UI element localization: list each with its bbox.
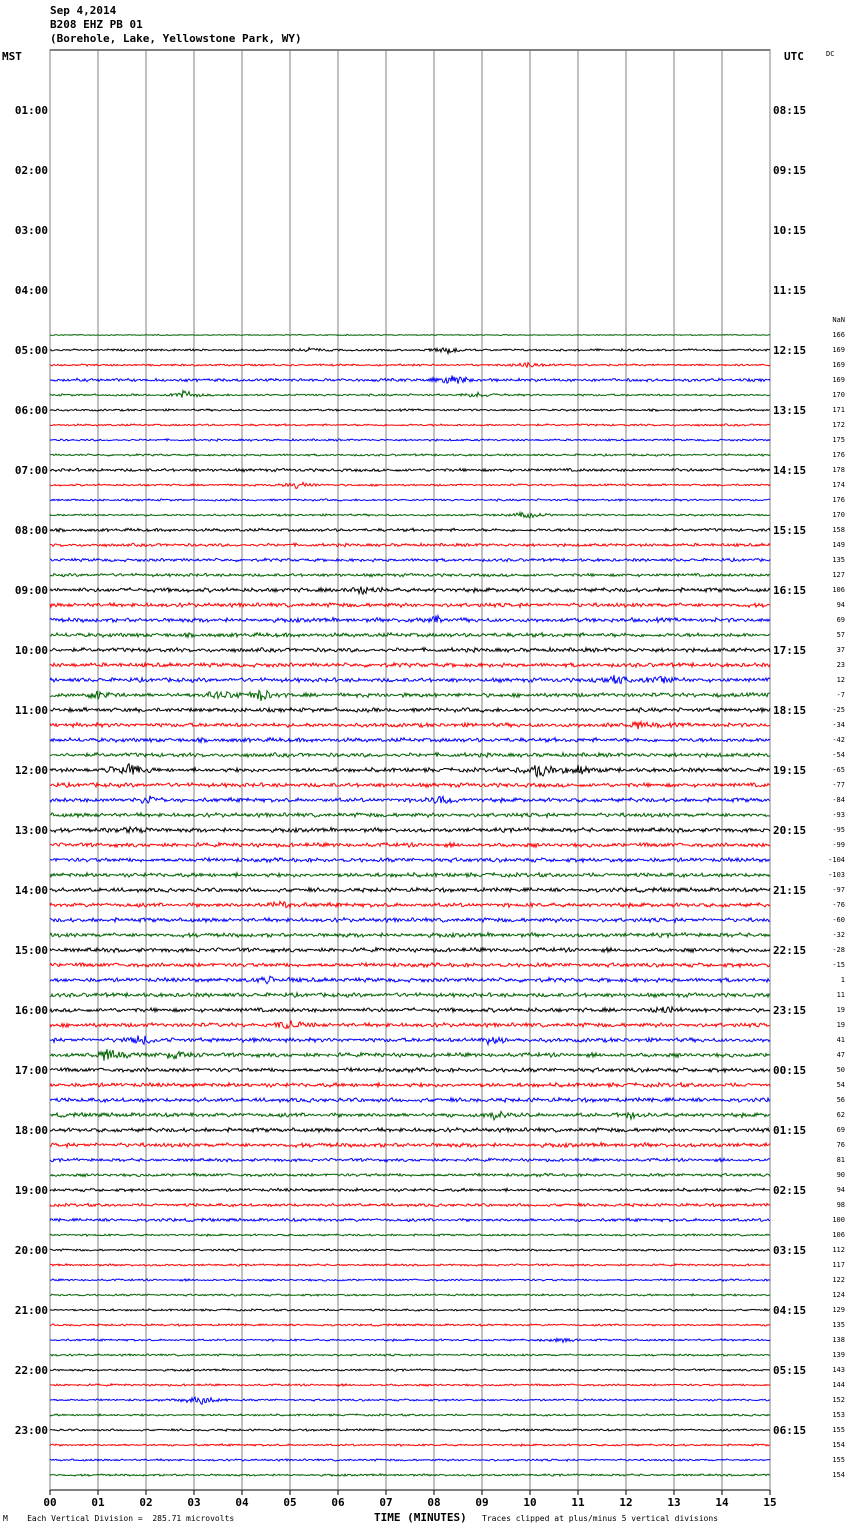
left-hour-label: 12:00 [14,764,48,777]
seismic-trace [50,1444,770,1446]
right-hour-label: 05:15 [773,1364,807,1377]
seismic-trace [50,648,770,653]
right-hour-label: 00:15 [773,1064,807,1077]
seismic-trace [50,363,770,368]
dc-offset-value: -25 [832,706,845,714]
dc-offset-value: 149 [832,541,845,549]
left-hour-label: 14:00 [14,884,48,897]
dc-offset-value: -93 [832,811,845,819]
seismic-trace [50,963,770,967]
axis-labels [15,104,845,1509]
dc-offset-value: -34 [832,721,845,729]
seismic-trace [50,1068,770,1072]
dc-offset-value: 152 [832,1396,845,1404]
dc-offset-value: 175 [832,436,845,444]
seismic-trace [50,1294,770,1296]
seismic-trace [50,528,770,531]
seismic-trace [50,843,770,848]
dc-offset-value: 98 [836,1201,845,1209]
seismic-trace [50,738,770,743]
seismic-trace [50,708,770,712]
left-hour-label: 11:00 [14,704,48,717]
left-hour-label: 18:00 [14,1124,48,1137]
dc-offset-value: 117 [832,1261,845,1269]
seismic-trace [50,796,770,804]
dc-offset-value: 143 [832,1366,845,1374]
right-hour-label: 22:15 [773,944,807,957]
dc-offset-value: 90 [836,1171,845,1179]
dc-offset-value: 41 [836,1036,845,1044]
seismic-trace [50,439,770,441]
seismic-trace [50,1143,770,1148]
left-hour-label: 09:00 [14,584,48,597]
left-hour-label: 04:00 [14,284,48,297]
dc-offset-value: 135 [832,556,845,564]
seismic-trace [50,1339,770,1343]
dc-offset-value: 178 [832,466,845,474]
x-axis-title: TIME (MINUTES) [374,1511,467,1524]
x-tick-label: 01 [91,1496,105,1509]
seismic-trace [50,1036,770,1045]
seismic-trace [50,901,770,907]
seismic-trace [50,482,770,488]
dc-offset-value: 57 [836,631,845,639]
dc-offset-value: -95 [832,826,845,834]
seismic-trace [50,1158,770,1161]
seismic-trace [50,499,770,501]
chart-date: Sep 4,2014 [50,4,117,17]
dc-offset-value: -54 [832,751,845,759]
x-tick-label: 02 [139,1496,153,1509]
dc-offset-value: -103 [828,871,845,879]
x-tick-label: 14 [715,1496,729,1509]
seismic-trace [50,348,770,354]
corner-mark: M [3,1514,8,1523]
seismic-trace [50,1083,770,1087]
left-hour-label: 01:00 [14,104,48,117]
dc-offset-value: 23 [836,661,845,669]
dc-offset-value: 158 [832,526,845,534]
seismic-trace [50,1429,770,1431]
seismic-trace [50,1203,770,1206]
seismic-trace [50,391,770,398]
seismic-trace [50,409,770,411]
seismic-trace [50,663,770,667]
vertical-division-text: Each Vertical Division = 285.71 microvolts [27,1514,235,1523]
seismic-trace [50,1188,770,1191]
seismic-trace [50,1218,770,1221]
seismic-trace [50,722,770,730]
dc-offset-value: 54 [836,1081,845,1089]
right-hour-label: 10:15 [773,224,807,237]
seismic-trace [50,827,770,833]
dc-offset-value: -104 [828,856,845,864]
right-hour-label: 11:15 [773,284,807,297]
dc-offset-value: -42 [832,736,845,744]
seismic-trace [50,1414,770,1416]
dc-offset-value: 176 [832,451,845,459]
left-hour-label: 22:00 [14,1364,48,1377]
seismic-trace [50,424,770,426]
right-hour-label: 01:15 [773,1124,807,1137]
dc-offset-value: 56 [836,1096,845,1104]
x-tick-label: 03 [187,1496,201,1509]
left-hour-label: 20:00 [14,1244,48,1257]
seismic-trace [50,468,770,471]
dc-offset-value: 135 [832,1321,845,1329]
left-hour-label: 08:00 [14,524,48,537]
x-tick-label: 04 [235,1496,249,1509]
seismic-trace [50,783,770,788]
right-hour-label: 13:15 [773,404,807,417]
x-tick-label: 13 [667,1496,681,1509]
seismic-trace [50,933,770,938]
left-hour-label: 16:00 [14,1004,48,1017]
right-hour-label: 06:15 [773,1424,807,1437]
dc-offset-value: 169 [832,361,845,369]
dc-offset-value: 139 [832,1351,845,1359]
dc-offset-value: 76 [836,1141,845,1149]
seismic-trace [50,1264,770,1266]
right-hour-label: 15:15 [773,524,807,537]
right-hour-label: 16:15 [773,584,807,597]
seismic-trace [50,1324,770,1326]
left-hour-label: 10:00 [14,644,48,657]
left-hour-label: 21:00 [14,1304,48,1317]
dc-nan-label: NaN [832,316,845,324]
dc-offset-value: 122 [832,1276,845,1284]
plot-grid [50,50,770,1495]
x-tick-label: 06 [331,1496,345,1509]
right-hour-label: 14:15 [773,464,807,477]
seismic-trace [50,587,770,595]
seismic-trace [50,1098,770,1102]
seismic-trace [50,691,770,701]
dc-offset-value: 12 [836,676,845,684]
seismic-trace [50,543,770,547]
dc-offset-value: 172 [832,421,845,429]
seismic-trace [50,376,770,384]
left-hour-label: 19:00 [14,1184,48,1197]
seismic-trace [50,1021,770,1029]
right-hour-label: 21:15 [773,884,807,897]
right-timezone-label: UTC [784,50,804,63]
dc-offset-value: 81 [836,1156,845,1164]
seismic-trace [50,948,770,953]
left-hour-label: 05:00 [14,344,48,357]
right-hour-label: 12:15 [773,344,807,357]
seismic-trace [50,993,770,998]
dc-offset-value: 166 [832,331,845,339]
seismic-trace [50,1309,770,1311]
seismic-trace [50,513,770,519]
scale-note [3,1514,234,1523]
right-hour-label: 20:15 [773,824,807,837]
dc-offset-value: 154 [832,1471,845,1479]
station-location: (Borehole, Lake, Yellowstone Park, WY) [50,32,302,45]
seismic-trace [50,1173,770,1176]
dc-offset-value: -99 [832,841,845,849]
dc-offset-value: 154 [832,1441,845,1449]
x-tick-label: 05 [283,1496,297,1509]
dc-offset-value: 106 [832,586,845,594]
station-code: B208 EHZ PB 01 [50,18,143,31]
dc-offset-value: -60 [832,916,845,924]
right-hour-label: 08:15 [773,104,807,117]
dc-offset-value: -77 [832,781,845,789]
dc-offset-value: -65 [832,766,845,774]
dc-offset-value: 129 [832,1306,845,1314]
x-tick-label: 11 [571,1496,585,1509]
right-hour-label: 23:15 [773,1004,807,1017]
dc-offset-value: 94 [836,1186,845,1194]
seismic-trace [50,1384,770,1386]
seismic-trace [50,334,770,335]
dc-offset-value: 11 [836,991,845,999]
seismic-trace [50,1369,770,1371]
dc-offset-value: 155 [832,1426,845,1434]
seismic-trace [50,1112,770,1120]
right-hour-label: 02:15 [773,1184,807,1197]
left-hour-label: 17:00 [14,1064,48,1077]
right-hour-label: 18:15 [773,704,807,717]
dc-offset-value: 50 [836,1066,845,1074]
dc-offset-value: 170 [832,511,845,519]
left-timezone-label: MST [2,50,22,63]
seismic-trace [50,764,770,777]
dc-offset-value: -84 [832,796,845,804]
seismic-trace [50,858,770,862]
right-hour-label: 09:15 [773,164,807,177]
x-tick-label: 15 [763,1496,777,1509]
seismic-trace [50,603,770,608]
seismic-trace [50,753,770,758]
right-hour-label: 17:15 [773,644,807,657]
seismic-trace [50,1234,770,1236]
dc-offset-value: 62 [836,1111,845,1119]
dc-offset-value: 144 [832,1381,845,1389]
dc-offset-value: 69 [836,616,845,624]
dc-offset-value: 127 [832,571,845,579]
dc-offset-value: 171 [832,406,845,414]
seismic-traces [50,334,770,1476]
dc-offset-value: 124 [832,1291,845,1299]
seismic-trace [50,888,770,893]
left-hour-label: 13:00 [14,824,48,837]
dc-offset-value: 112 [832,1246,845,1254]
dc-offset-value: -76 [832,901,845,909]
x-tick-label: 00 [43,1496,57,1509]
dc-offset-value: 169 [832,376,845,384]
right-hour-label: 19:15 [773,764,807,777]
seismic-trace [50,1049,770,1061]
dc-offset-value: 37 [836,646,845,654]
seismic-trace [50,633,770,638]
left-hour-label: 03:00 [14,224,48,237]
seismic-trace [50,573,770,576]
seismic-trace [50,1397,770,1404]
dc-offset-value: 138 [832,1336,845,1344]
seismic-trace [50,616,770,623]
dc-offset-value: 69 [836,1126,845,1134]
right-hour-label: 03:15 [773,1244,807,1257]
dc-offset-value: 176 [832,496,845,504]
seismic-trace [50,1128,770,1133]
seismic-trace [50,454,770,456]
dc-offset-value: 94 [836,601,845,609]
dc-offset-value: 170 [832,391,845,399]
clip-note: Traces clipped at plus/minus 5 vertical divisions [482,1514,719,1523]
seismic-trace [50,1354,770,1356]
x-tick-label: 12 [619,1496,633,1509]
x-tick-label: 07 [379,1496,393,1509]
x-tick-label: 10 [523,1496,537,1509]
dc-offset-value: -15 [832,961,845,969]
x-tick-label: 09 [475,1496,489,1509]
dc-offset-header: DC [826,50,835,58]
dc-offset-value: 169 [832,346,845,354]
dc-offset-value: 155 [832,1456,845,1464]
x-tick-label: 08 [427,1496,441,1509]
left-hour-label: 07:00 [14,464,48,477]
dc-offset-value: 174 [832,481,845,489]
dc-offset-value: -32 [832,931,845,939]
dc-offset-value: 1 [840,976,845,984]
left-hour-label: 23:00 [14,1424,48,1437]
dc-offset-value: 106 [832,1231,845,1239]
dc-offset-value: -97 [832,886,845,894]
dc-offset-value: -28 [832,946,845,954]
dc-offset-value: 19 [836,1021,845,1029]
left-hour-label: 02:00 [14,164,48,177]
dc-offset-value: 47 [836,1051,845,1059]
seismic-trace [50,558,770,561]
seismic-trace [50,1007,770,1013]
dc-offset-value: 100 [832,1216,845,1224]
dc-offset-value: 19 [836,1006,845,1014]
seismic-trace [50,1474,770,1476]
dc-offset-value: 153 [832,1411,845,1419]
seismic-trace [50,1249,770,1251]
seismic-trace [50,1279,770,1281]
seismic-trace [50,976,770,983]
seismic-trace [50,813,770,818]
seismic-trace [50,873,770,877]
seismic-trace [50,675,770,684]
seismic-trace [50,918,770,923]
right-hour-label: 04:15 [773,1304,807,1317]
dc-offset-value: -7 [836,691,845,699]
left-hour-label: 06:00 [14,404,48,417]
left-hour-label: 15:00 [14,944,48,957]
seismic-trace [50,1459,770,1461]
